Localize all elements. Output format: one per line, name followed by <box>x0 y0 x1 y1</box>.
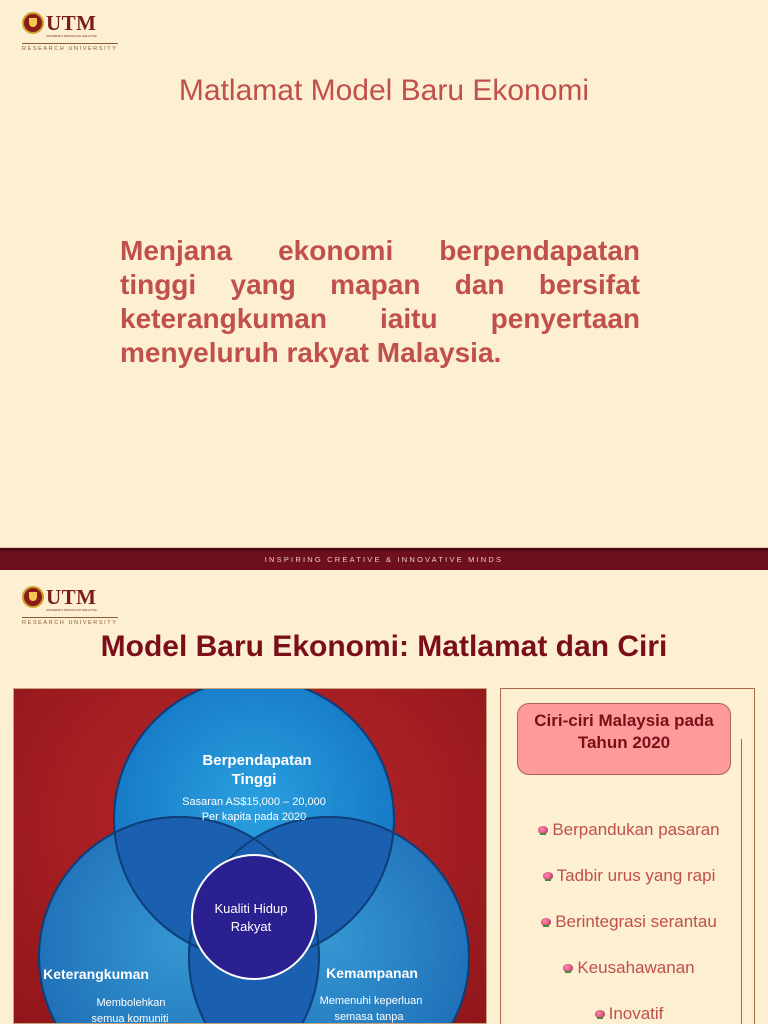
right-circle-text-2: semasa tanpa <box>334 1011 404 1023</box>
footer-band <box>0 548 768 570</box>
feature-label: Berpandukan pasaran <box>552 820 720 839</box>
utm-logo <box>22 586 118 626</box>
venn-svg <box>14 689 487 1024</box>
footer-tagline: INSPIRING CREATIVE & INNOVATIVE MINDS <box>264 555 504 564</box>
logo-name: UTM <box>46 585 97 609</box>
logo-tagline: RESEARCH UNIVERSITY <box>22 617 118 626</box>
feature-label: Inovatif <box>608 1004 664 1023</box>
flower-bullet-icon <box>562 963 575 973</box>
utm-crest-icon <box>22 586 44 608</box>
feature-label: Berintegrasi serantau <box>555 912 717 931</box>
feature-item <box>501 991 756 1024</box>
flower-bullet-icon <box>542 871 555 881</box>
features-list <box>501 807 756 1024</box>
slide-1-title: Matlamat Model Baru Ekonomi <box>178 74 590 107</box>
utm-crest-icon <box>22 12 44 34</box>
feature-item <box>501 807 756 853</box>
flower-bullet-icon <box>540 917 553 927</box>
feature-label: Tadbir urus yang rapi <box>556 866 716 885</box>
features-panel <box>500 688 755 1024</box>
slide-2-title: Model Baru Ekonomi: Matlamat dan Ciri <box>100 630 668 663</box>
right-circle-title: Kemampanan <box>326 965 418 981</box>
feature-item <box>501 899 756 945</box>
center-circle <box>192 855 316 979</box>
utm-logo <box>22 12 118 52</box>
feature-item <box>501 853 756 899</box>
top-circle-text-2: Per kapita pada 2020 <box>201 811 307 823</box>
right-circle-text-1: Memenuhi keperluan <box>319 995 423 1007</box>
top-circle-title-1: Berpendapatan <box>202 752 312 769</box>
feature-label: Keusahawanan <box>577 958 695 977</box>
feature-item <box>501 945 756 991</box>
logo-subtitle: UNIVERSITI TEKNOLOGI MALAYSIA <box>46 34 97 38</box>
logo-subtitle: UNIVERSITI TEKNOLOGI MALAYSIA <box>46 608 97 612</box>
flower-bullet-icon <box>537 825 550 835</box>
venn-diagram <box>13 688 487 1024</box>
slide-2 <box>0 570 768 1024</box>
left-circle-text-1: Membolehkan <box>96 997 166 1009</box>
center-text-1: Kualiti Hidup <box>214 901 288 916</box>
logo-tagline: RESEARCH UNIVERSITY <box>22 43 118 52</box>
left-circle-text-2: semua komuniti <box>91 1013 169 1024</box>
slide-1-body: Menjana ekonomi berpendapatan tinggi yang mapan dan bersifat keterangkuman iaitu penyertaan menyeluruh rakyat Malaysia. <box>120 235 640 368</box>
features-callout: Ciri-ciri Malaysia pada Tahun 2020 <box>517 703 731 775</box>
center-text-2: Rakyat <box>230 919 272 934</box>
logo-name: UTM <box>46 11 97 35</box>
top-circle-title-2: Tinggi <box>231 771 277 788</box>
flower-bullet-icon <box>594 1009 607 1019</box>
top-circle-text-1: Sasaran AS$15,000 – 20,000 <box>182 796 326 808</box>
left-circle-title: Keterangkuman <box>43 966 149 982</box>
